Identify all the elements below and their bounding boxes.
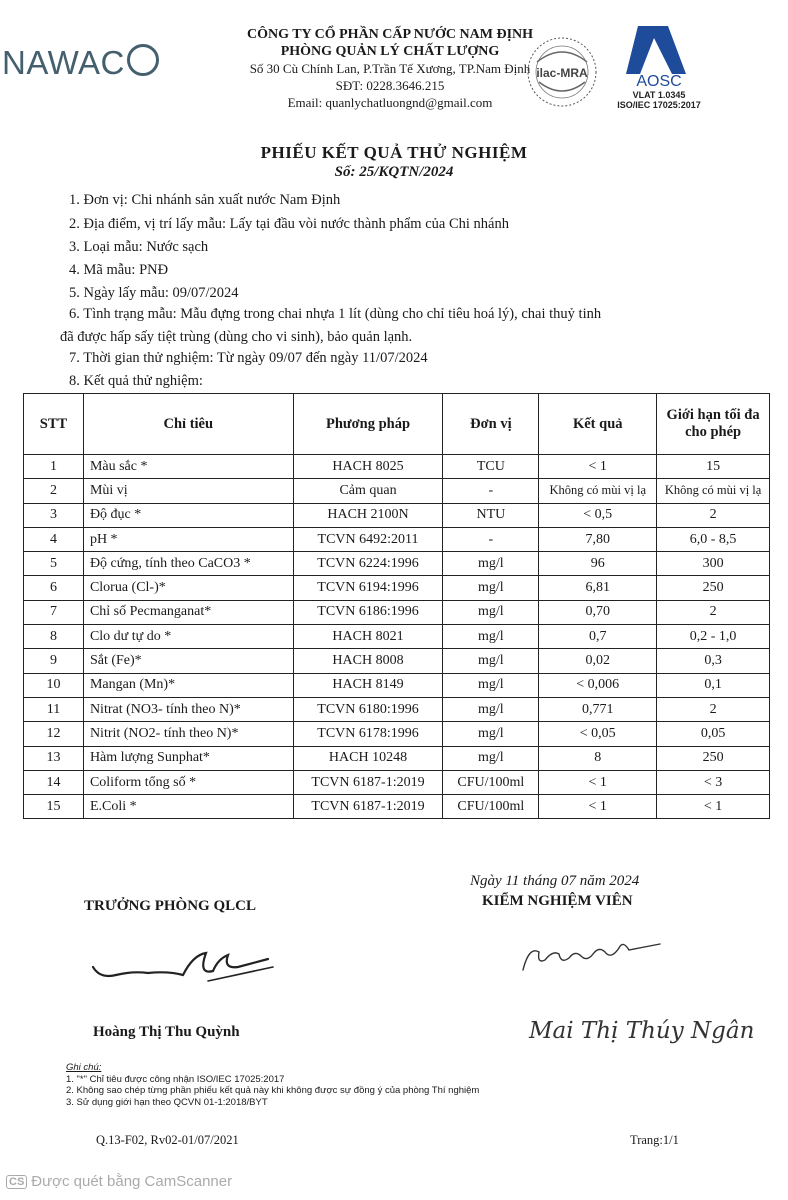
cell-unit: mg/l: [443, 600, 539, 624]
cell-indicator: Hàm lượng Sunphat*: [83, 746, 293, 770]
cell-limit: 0,3: [657, 649, 770, 673]
aosc-name: AOSC: [636, 73, 682, 90]
cell-result: Không có mùi vị lạ: [539, 479, 657, 503]
cell-indicator: Nitrit (NO2- tính theo N)*: [83, 722, 293, 746]
cell-indicator: Coliform tổng số *: [83, 770, 293, 794]
svg-text:Mai Thị Thúy Ngân: Mai Thị Thúy Ngân: [529, 1018, 755, 1044]
cell-limit: 250: [657, 576, 770, 600]
table-header-row: [24, 394, 770, 455]
cell-method: HACH 8025: [293, 455, 443, 479]
cell-indicator: Mangan (Mn)*: [83, 673, 293, 697]
signature-date: Ngày 11 tháng 07 năm 2024: [470, 873, 640, 889]
table-row: [24, 527, 770, 551]
cell-limit: 6,0 - 8,5: [657, 527, 770, 551]
company-address: Số 30 Cù Chính Lan, P.Trần Tế Xương, TP.Nam Định: [249, 61, 531, 76]
cell-unit: TCU: [443, 455, 539, 479]
company-name: CÔNG TY CỔ PHẦN CẤP NƯỚC NAM ĐỊNH: [246, 27, 534, 42]
cell-method: TCVN 6187-1:2019: [293, 770, 443, 794]
cell-result: < 0,006: [539, 673, 657, 697]
cell-limit: 0,1: [657, 673, 770, 697]
cell-stt: 14: [24, 770, 84, 794]
cell-stt: 6: [24, 576, 84, 600]
info-line-6-cont: đã được hấp sấy tiệt trùng (dùng cho vi sinh), bảo quản lạnh.: [60, 329, 413, 345]
cell-method: Cảm quan: [293, 479, 443, 503]
info-line-8: 8. Kết quả thử nghiệm:: [69, 373, 203, 389]
note-item: 1. "*" Chỉ tiêu được công nhận ISO/IEC 17025:2017: [66, 1073, 285, 1085]
note-item: 3. Sử dụng giới hạn theo QCVN 01-1:2018/BYT: [66, 1096, 268, 1108]
cell-unit: mg/l: [443, 722, 539, 746]
cell-stt: 5: [24, 552, 84, 576]
cell-indicator: E.Coli *: [83, 795, 293, 819]
cell-method: TCVN 6180:1996: [293, 697, 443, 721]
cell-unit: mg/l: [443, 649, 539, 673]
cell-indicator: Màu sắc *: [83, 455, 293, 479]
header-unit: Đơn vị: [443, 394, 539, 455]
table-row: [24, 600, 770, 624]
cell-limit: 0,2 - 1,0: [657, 625, 770, 649]
table-row: [24, 649, 770, 673]
cell-limit: 0,05: [657, 722, 770, 746]
cell-result: 0,02: [539, 649, 657, 673]
info-line-1: 1. Đơn vị: Chi nhánh sản xuất nước Nam Định: [69, 192, 341, 208]
right-handwritten-name: [525, 1006, 765, 1052]
note-item: 2. Không sao chép từng phần phiếu kết quả này khi không được sự đồng ý của phòng Thí nghiệm: [66, 1085, 480, 1096]
cell-result: < 1: [539, 770, 657, 794]
left-signer-name: Hoàng Thị Thu Quỳnh: [93, 1024, 240, 1040]
info-line-3: 3. Loại mẫu: Nước sạch: [69, 239, 209, 255]
info-line-6: 6. Tình trạng mẫu: Mẫu đựng trong chai nhựa 1 lít (dùng cho chỉ tiêu hoá lý), chai thuỷ tinh: [69, 306, 602, 322]
notes-section: [66, 1062, 479, 1108]
cell-limit: 300: [657, 552, 770, 576]
cell-method: TCVN 6194:1996: [293, 576, 443, 600]
cell-indicator: pH *: [83, 527, 293, 551]
table-row: [24, 479, 770, 503]
cell-unit: mg/l: [443, 746, 539, 770]
info-line-2: 2. Địa điểm, vị trí lấy mẫu: Lấy tại đầu vòi nước thành phẩm của Chi nhánh: [69, 216, 509, 232]
table-row: [24, 455, 770, 479]
cell-method: TCVN 6186:1996: [293, 600, 443, 624]
aosc-accreditation-logo: [600, 22, 718, 112]
cell-limit: < 3: [657, 770, 770, 794]
cell-method: HACH 8149: [293, 673, 443, 697]
cell-unit: mg/l: [443, 673, 539, 697]
report-number: Số: 25/KQTN/2024: [334, 164, 454, 180]
results-table: [23, 393, 770, 819]
cell-limit: < 1: [657, 795, 770, 819]
department-name: PHÒNG QUẢN LÝ CHẤT LƯỢNG: [280, 44, 500, 59]
left-signature: [88, 945, 278, 990]
aosc-vlat: VLAT 1.0345: [632, 90, 686, 100]
cell-result: 6,81: [539, 576, 657, 600]
cell-unit: -: [443, 527, 539, 551]
cell-unit: CFU/100ml: [443, 770, 539, 794]
page-number: Trang:1/1: [630, 1133, 679, 1147]
cell-stt: 4: [24, 527, 84, 551]
camscanner-icon: CS: [6, 1175, 27, 1189]
cell-indicator: Clorua (Cl-)*: [83, 576, 293, 600]
table-row: [24, 503, 770, 527]
cell-method: TCVN 6224:1996: [293, 552, 443, 576]
cell-limit: 2: [657, 503, 770, 527]
company-email: Email: quanlychatluongnd@gmail.com: [287, 95, 493, 110]
table-row: [24, 795, 770, 819]
cell-unit: -: [443, 479, 539, 503]
cell-indicator: Sắt (Fe)*: [83, 649, 293, 673]
form-code: Q.13-F02, Rv02-01/07/2021: [96, 1133, 239, 1147]
cell-stt: 1: [24, 455, 84, 479]
cell-unit: CFU/100ml: [443, 795, 539, 819]
cell-unit: mg/l: [443, 697, 539, 721]
cell-stt: 12: [24, 722, 84, 746]
table-row: [24, 673, 770, 697]
cell-method: HACH 8021: [293, 625, 443, 649]
left-signer-title: TRƯỞNG PHÒNG QLCL: [84, 898, 256, 914]
cell-indicator: Mùi vị: [83, 479, 293, 503]
cell-method: TCVN 6187-1:2019: [293, 795, 443, 819]
cell-result: < 1: [539, 795, 657, 819]
aosc-iso: ISO/IEC 17025:2017: [617, 100, 701, 110]
cell-stt: 7: [24, 600, 84, 624]
cell-stt: 3: [24, 503, 84, 527]
cell-result: < 1: [539, 455, 657, 479]
cell-limit: 2: [657, 697, 770, 721]
cell-unit: mg/l: [443, 576, 539, 600]
cell-result: 0,7: [539, 625, 657, 649]
cell-result: < 0,05: [539, 722, 657, 746]
info-line-5: 5. Ngày lấy mẫu: 09/07/2024: [69, 285, 239, 301]
cell-stt: 15: [24, 795, 84, 819]
cell-indicator: Độ đục *: [83, 503, 293, 527]
cell-result: 0,771: [539, 697, 657, 721]
header-result: Kết quả: [539, 394, 657, 455]
info-line-7: 7. Thời gian thử nghiệm: Từ ngày 09/07 đến ngày 11/07/2024: [69, 350, 428, 366]
cell-unit: NTU: [443, 503, 539, 527]
right-signature: [515, 930, 665, 978]
cell-limit: 2: [657, 600, 770, 624]
cell-method: TCVN 6178:1996: [293, 722, 443, 746]
cell-stt: 2: [24, 479, 84, 503]
table-row: [24, 625, 770, 649]
table-row: [24, 576, 770, 600]
info-line-4: 4. Mã mẫu: PNĐ: [69, 262, 169, 278]
header-method: Phương pháp: [293, 394, 443, 455]
cell-indicator: Độ cứng, tính theo CaCO3 *: [83, 552, 293, 576]
table-row: [24, 697, 770, 721]
cell-indicator: Clo dư tự do *: [83, 625, 293, 649]
camscanner-watermark: [6, 1173, 232, 1190]
cell-limit: 250: [657, 746, 770, 770]
cell-stt: 8: [24, 625, 84, 649]
right-signer-title: KIỂM NGHIỆM VIÊN: [482, 893, 633, 909]
header-indicator: Chỉ tiêu: [83, 394, 293, 455]
table-row: [24, 746, 770, 770]
table-row: [24, 552, 770, 576]
cell-method: TCVN 6492:2011: [293, 527, 443, 551]
cell-unit: mg/l: [443, 625, 539, 649]
ilac-mra-seal: [517, 32, 607, 112]
ilac-mra-text: ilac-MRA: [536, 66, 588, 80]
cell-unit: mg/l: [443, 552, 539, 576]
cell-method: HACH 2100N: [293, 503, 443, 527]
cell-indicator: Chỉ số Pecmanganat*: [83, 600, 293, 624]
camscanner-text: Được quét bằng CamScanner: [31, 1173, 233, 1190]
cell-result: 96: [539, 552, 657, 576]
cell-indicator: Nitrat (NO3- tính theo N)*: [83, 697, 293, 721]
cell-stt: 13: [24, 746, 84, 770]
cell-stt: 11: [24, 697, 84, 721]
cell-result: 7,80: [539, 527, 657, 551]
cell-result: 0,70: [539, 600, 657, 624]
cell-stt: 10: [24, 673, 84, 697]
cell-stt: 9: [24, 649, 84, 673]
table-row: [24, 722, 770, 746]
company-phone: SĐT: 0228.3646.215: [335, 78, 445, 93]
report-title: PHIẾU KẾT QUẢ THỬ NGHIỆM: [260, 143, 528, 162]
cell-limit: Không có mùi vị lạ: [657, 479, 770, 503]
header-stt: STT: [24, 394, 84, 455]
cell-method: HACH 10248: [293, 746, 443, 770]
cell-limit: 15: [657, 455, 770, 479]
table-row: [24, 770, 770, 794]
header-limit: Giới hạn tối đa cho phép: [657, 394, 770, 455]
company-logo: NAWAC: [2, 44, 159, 82]
notes-heading: Ghi chú:: [66, 1062, 102, 1073]
cell-method: HACH 8008: [293, 649, 443, 673]
cell-result: < 0,5: [539, 503, 657, 527]
cell-result: 8: [539, 746, 657, 770]
